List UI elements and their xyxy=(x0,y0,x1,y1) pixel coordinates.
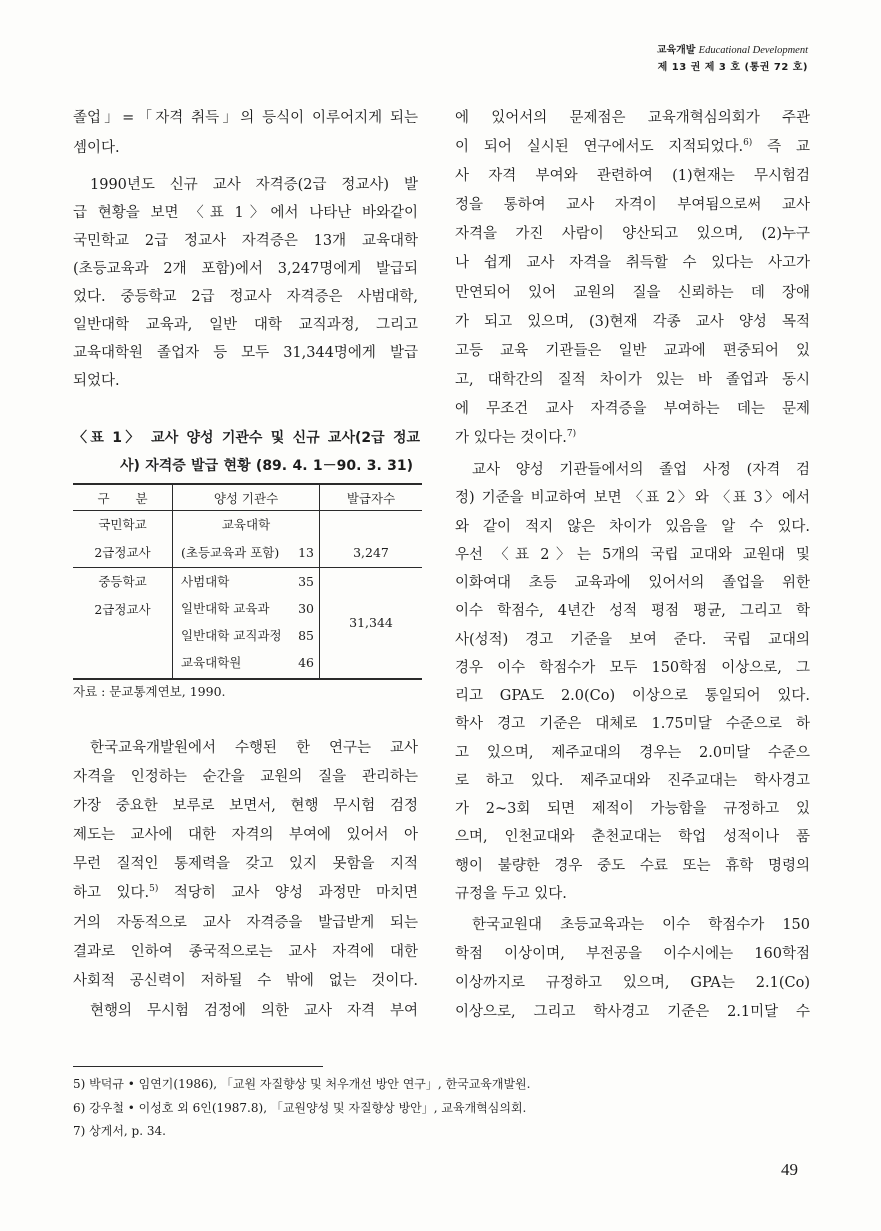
body-line: 결과로 인하여 종국적으로는 교사 자격에 대한 xyxy=(73,943,418,960)
body-line: 이상으로, 그리고 학사경고 기준은 2.1미달 수 xyxy=(455,1004,810,1020)
body-line: 학점 이상이며, 부전공을 이수시에는 160학점 xyxy=(455,946,810,962)
body-line: 국민학교 2급 정교사 자격증은 13개 교육대학 xyxy=(73,233,418,249)
footnote: 5) 박덕규 • 임연기(1986), 「교원 자질향상 및 처우개선 방안 연구」, 한국교육개발원. xyxy=(73,1077,531,1091)
paragraph xyxy=(73,103,418,163)
institution-count: 46 xyxy=(298,655,314,670)
body-line: 나 쉽게 교사 자격을 취득할 수 있다는 사고가 xyxy=(455,255,810,272)
institutions-cell xyxy=(173,511,320,568)
category-line: 2급정교사 xyxy=(94,602,151,617)
institution-name: 일반대학 교직과정 xyxy=(181,628,282,643)
institution-item xyxy=(173,595,319,622)
footnote-marker: 5) xyxy=(149,884,159,895)
line-text: 이 되어 실시된 연구에서도 지적되었다. xyxy=(455,139,744,156)
body-line: 되었다. xyxy=(73,373,120,389)
body-line: 에 무조건 교사 자격증을 부여하는 데는 문제 xyxy=(455,400,810,417)
journal-title-en: Educational Development xyxy=(698,45,808,56)
footnote-marker: 6) xyxy=(743,138,753,149)
body-line: 현행의 무시험 검정에 의한 교사 자격 부여 xyxy=(90,1003,418,1019)
caption-line: 사) 자격증 발급 현황 (89. 4. 1－90. 3. 31) xyxy=(120,458,413,474)
footnote: 6) 강우철 • 이성호 외 6인(1987.8), 「교원양성 및 자질향상 방안」, 교육개혁심의회. xyxy=(73,1100,527,1115)
table-header-row xyxy=(73,484,422,511)
body-line: 가장 중요한 보루로 보면서, 현행 무시험 검정 xyxy=(73,798,418,815)
body-line: 로 하고 있다. 제주교대와 진주교대는 학사경고 xyxy=(455,772,810,789)
table-row xyxy=(73,511,422,568)
body-line: 사(성적) 경고 기준을 보여 준다. 국립 교대의 xyxy=(455,631,810,648)
paragraph xyxy=(73,171,418,395)
line-text: 하고 있다. xyxy=(73,885,150,902)
body-line: 한국교육개발원에서 수행된 한 연구는 교사 xyxy=(90,740,418,756)
body-line: 자격을 인정하는 순간을 교원의 질을 관리하는 xyxy=(73,769,418,786)
body-line: 고, 대학간의 질적 차이가 있는 바 졸업과 동시 xyxy=(455,371,810,388)
body-line: 일반대학 교육과, 일반 대학 교직과정, 그리고 xyxy=(73,317,418,333)
institution-name: 교육대학원 xyxy=(181,655,242,670)
footnote: 7) 상게서, p. 34. xyxy=(73,1124,166,1138)
body-line: 교육대학원 졸업자 등 모두 31,344명에게 발급 xyxy=(73,345,418,361)
issued-cell: 3,247 xyxy=(320,511,423,568)
column-header-institutions: 양성 기관수 xyxy=(173,484,320,511)
body-line: 리고 GPA도 2.0(Co) 이상으로 통일되어 있다. xyxy=(455,688,810,705)
body-line: 었다. 중등학교 2급 정교사 자격증은 사범대학, xyxy=(73,289,418,305)
paragraph xyxy=(73,734,418,996)
issue-info: 제 13 권 제 3 호 (통권 72 호) xyxy=(657,62,808,73)
body-line: 행이 불량한 경우 중도 수료 또는 휴학 명령의 xyxy=(455,857,810,874)
body-line: (초등교육과 2개 포함)에서 3,247명에게 발급되 xyxy=(73,261,418,277)
journal-title xyxy=(657,42,808,59)
body-line: 자격을 가진 사람이 양산되고 있으며, (2)누구 xyxy=(455,226,810,243)
table-caption xyxy=(73,424,420,480)
body-line: 가 2~3회 되면 제적이 가능함을 규정하고 있 xyxy=(455,801,810,818)
body-line: 이상까지로 규정하고 있으며, GPA는 2.1(Co) xyxy=(455,975,810,991)
body-line: 이수 학점수, 4년간 성적 평점 평균, 그리고 학 xyxy=(455,603,810,620)
institution-item xyxy=(173,622,319,649)
body-line: 정) 기준을 비교하여 보면 〈표 2〉와 〈표 3〉에서 xyxy=(455,490,810,507)
body-line: 사 자격 부여와 관련하여 (1)현재는 무시험검 xyxy=(455,168,810,185)
line-text: 가 있다는 것이다. xyxy=(455,430,567,447)
body-line: 이화여대 초등 교육과에 있어서의 졸업을 위한 xyxy=(455,575,810,592)
line-text: 적당히 교사 양성 과정만 마치면 xyxy=(158,885,418,902)
issued-cell: 31,344 xyxy=(320,568,423,680)
body-line: 정을 통하여 교사 자격이 부여됨으로써 교사 xyxy=(455,197,810,214)
body-line: 무런 질적인 통제력을 갖고 있지 못함을 지적 xyxy=(73,856,418,873)
institution-name: 일반대학 교육과 xyxy=(181,601,270,616)
category-cell xyxy=(73,568,173,680)
institution-name: (초등교육과 포함) xyxy=(181,545,280,560)
paragraph xyxy=(455,911,810,1027)
body-line: 에 있어서의 문제점은 교육개혁심의회가 주관 xyxy=(455,110,810,126)
table-row xyxy=(73,568,422,680)
category-line: 국민학교 xyxy=(98,517,147,532)
footnote-marker: 7) xyxy=(566,429,577,440)
institution-item xyxy=(173,511,319,539)
institution-name: 사범대학 xyxy=(181,574,230,589)
table-1 xyxy=(73,483,420,680)
institution-item xyxy=(173,649,319,676)
data-table xyxy=(73,483,422,680)
category-cell xyxy=(73,511,173,568)
body-line: 제도는 교사에 대한 자격의 부여에 있어서 아 xyxy=(73,827,418,844)
institution-count: 30 xyxy=(298,601,314,616)
body-line: 거의 자동적으로 교사 자격증을 발급받게 되는 xyxy=(73,914,418,931)
institution-count: 85 xyxy=(298,628,314,643)
body-line: 셈이다. xyxy=(73,140,120,156)
body-line xyxy=(455,133,810,162)
body-line xyxy=(455,424,810,453)
institution-count: 13 xyxy=(298,545,314,560)
category-line: 2급정교사 xyxy=(94,545,151,560)
body-line xyxy=(73,879,418,908)
body-line: 급 현황을 보면 〈표 1〉에서 나타난 바와같이 xyxy=(73,205,418,221)
body-line: 만연되어 있어 교원의 질을 신뢰하는 데 장애 xyxy=(455,284,810,301)
body-line: 교사 양성 기관들에서의 졸업 사정 (자격 검 xyxy=(472,462,810,478)
body-line: 와 같이 적지 않은 차이가 있음을 알 수 있다. xyxy=(455,518,810,535)
institution-item xyxy=(173,539,319,567)
caption-line: 〈표 1〉 교사 양성 기관수 및 신규 교사(2급 정교 xyxy=(73,430,420,446)
table-source: 자료 : 문교통계연보, 1990. xyxy=(73,684,226,699)
body-line: 한국교원대 초등교육과는 이수 학점수가 150 xyxy=(472,917,810,933)
body-line: 경우 이수 학점수가 모두 150학점 이상으로, 그 xyxy=(455,659,810,676)
body-line: 학사 경고 기준은 대체로 1.75미달 수준으로 하 xyxy=(455,716,810,733)
line-text: 즉 교 xyxy=(752,139,810,156)
footnote-divider xyxy=(73,1066,323,1067)
body-line: 가 되고 있으며, (3)현재 각종 교사 양성 목적 xyxy=(455,313,810,330)
body-line: 고등 교육 기관들은 일반 교과에 편중되어 있 xyxy=(455,342,810,359)
category-line: 중등학교 xyxy=(98,574,147,589)
body-line: 우선 〈표 2〉는 5개의 국립 교대와 교원대 및 xyxy=(455,546,810,563)
paragraph xyxy=(455,456,810,908)
body-line: 사회적 공신력이 저하될 수 밖에 없는 것이다. xyxy=(73,972,418,989)
body-line: 1990년도 신규 교사 자격증(2급 정교사) 발 xyxy=(90,177,418,193)
institution-item xyxy=(173,568,319,595)
institution-name: 교육대학 xyxy=(221,517,271,532)
body-line: 졸업」=「자격 취득」의 등식이 이루어지게 되는 xyxy=(73,110,418,126)
column-header-issued: 발급자수 xyxy=(320,484,423,511)
paragraph xyxy=(455,104,810,453)
body-line: 으며, 인천교대와 춘천교대는 학업 성적이나 품 xyxy=(455,829,810,846)
body-line: 규정을 두고 있다. xyxy=(455,885,567,902)
institutions-cell xyxy=(173,568,320,680)
paragraph xyxy=(73,997,418,1026)
journal-title-ko: 교육개발 xyxy=(656,45,696,56)
running-header xyxy=(657,42,808,76)
footnotes xyxy=(73,1073,530,1144)
page-number: 49 xyxy=(781,1160,798,1179)
institution-count: 35 xyxy=(298,574,314,589)
body-line: 고 있으며, 제주교대의 경우는 2.0미달 수준으 xyxy=(455,744,810,761)
column-header-category: 구 분 xyxy=(73,484,173,511)
